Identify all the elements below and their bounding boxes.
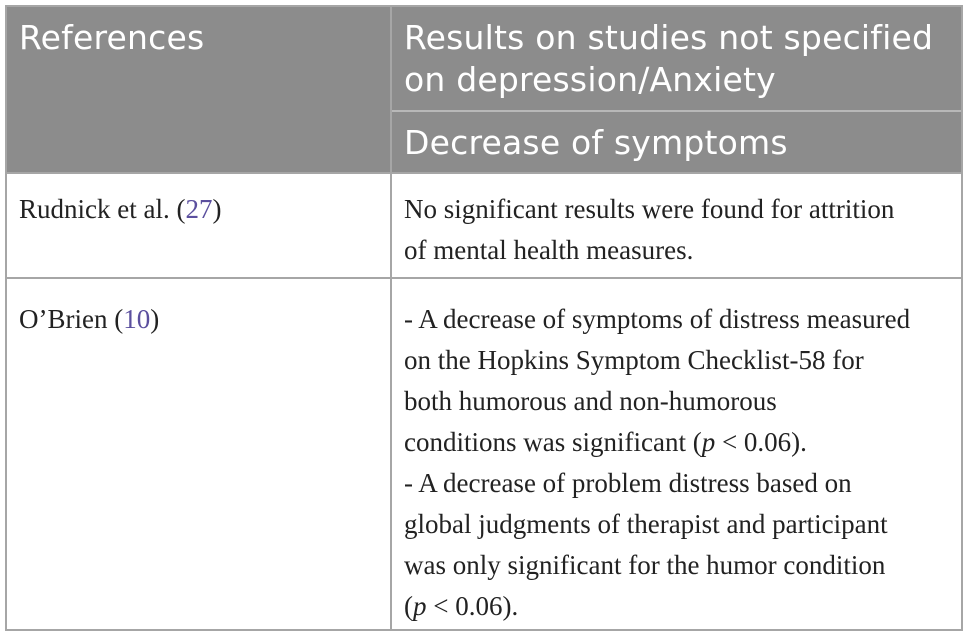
row-1-author: Rudnick et al. ( [19,194,186,224]
row-2-result-line-with-p-value [404,422,961,463]
row-2-author: O’Brien ( [19,304,124,334]
row-2-result-line: global judgments of therapist and participant [404,509,888,539]
subheader-decrease-of-symptoms: Decrease of symptoms [404,123,788,162]
row-1-result-line: No significant results were found for attrition [404,194,895,224]
subheader-cell [392,112,961,172]
results-table [5,5,963,631]
p-value-symbol: p [701,427,716,457]
header-results-cell [392,7,961,110]
row-2-open-paren: ( [404,591,413,621]
p-value-threshold: < 0.06). [426,591,519,621]
header-results-line1: Results on studies not specified [404,18,934,57]
table-row-1-result [392,174,961,277]
header-results-line2: on depression/Anxiety [404,60,776,99]
row-2-result-line: both humorous and non-humorous [404,386,777,416]
table-row-1-reference [7,174,390,277]
row-1-result-line: of mental health measures. [404,235,694,265]
table-row-2-reference [7,279,390,629]
row-2-result-line-with-p-value [404,586,961,627]
header-references-cell [7,7,390,172]
row-2-citation-link[interactable]: 10 [123,304,151,334]
row-1-close-paren: ) [212,194,222,224]
p-value-threshold: < 0.06). [715,427,807,457]
row-2-result-line: - A decrease of problem distress based on [404,468,852,498]
table-row-2-result [392,279,961,629]
column-divider [390,7,392,629]
row-2-result-line: - A decrease of symptoms of distress measured [404,304,911,334]
row-2-close-paren: ) [150,304,160,334]
header-references: References [19,18,205,57]
header-divider [392,110,961,112]
row-2-result-text: conditions was significant ( [404,427,702,457]
row-2-result-line: on the Hopkins Symptom Checklist-58 for [404,345,864,375]
row-2-result-line: was only significant for the humor condition [404,550,886,580]
row-1-citation-link[interactable]: 27 [185,194,213,224]
p-value-symbol: p [413,591,427,621]
